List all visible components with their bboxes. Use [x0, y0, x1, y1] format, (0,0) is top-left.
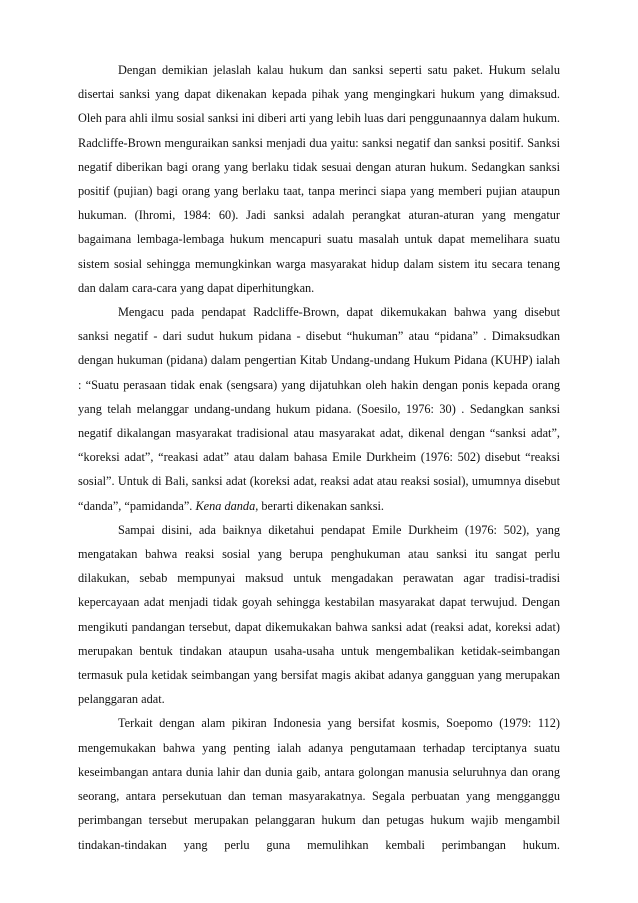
paragraph-2-text-end: , berarti dikenakan sanksi. [255, 498, 384, 513]
paragraph-3 [78, 518, 560, 712]
document-page [78, 58, 560, 857]
paragraph-1-text: Dengan demikian jelaslah kalau hukum dan sanksi seperti satu paket. Hukum selalu disertai sanksi yang dapat dikenakan kepada pihak yang mengingkari hukum yang dimaksud. Oleh para ahli ilmu sosial sanksi ini diberi arti yang lebih luas dari penggunaannya dalam hukum. Radcliffe-Brown menguraikan sanksi menjadi dua yaitu: sanksi negatif dan sanksi positif. Sanksi negatif diberikan bagi orang yang berlaku tidak sesuai dengan aturan hukum. Sedangkan sanksi positif (pujian) bagi orang yang berlaku taat, tanpa merinci siapa yang memberi pujian ataupun hukuman. (Ihromi, 1984: 60). Jadi sanksi adalah perangkat aturan-aturan yang mengatur bagaimana lembaga-lembaga hukum mencapuri suatu masalah untuk dapat memelihara suatu sistem sosial sehingga memungkinkan warga masyarakat hidup dalam sistem itu secara tenang dan dalam cara-cara yang dapat diperhitungkan. [78, 63, 560, 295]
paragraph-4-text: Terkait dengan alam pikiran Indonesia yang bersifat kosmis, Soepomo (1979: 112) mengemukakan bahwa yang penting ialah adanya pengutamaan terhadap terciptanya suatu keseimbangan antara dunia lahir dan dunia gaib, antara golongan manusia seluruhnya dan orang seorang, antara persekutuan dan teman masyarakatnya. Segala perbuatan yang mengganggu perimbangan tersebut merupakan pelanggaran hukum dan petugas hukum wajib mengambil tindakan-tindakan yang perlu guna memulihkan kembali perimbangan hukum. [78, 716, 560, 852]
paragraph-2-text: Mengacu pada pendapat Radcliffe-Brown, dapat dikemukakan bahwa yang disebut sanksi negatif - dari sudut hukum pidana - disebut “hukuman” atau “pidana” . Dimaksudkan dengan hukuman (pidana) dalam pengertian Kitab Undang-undang Hukum Pidana (KUHP) ialah : “Suatu perasaan tidak enak (sengsara) yang dijatuhkan oleh hakin dengan ponis kepada orang yang telah melanggar undang-undang hukum pidana. (Soesilo, 1976: 30) . Sedangkan sanksi negatif dikalangan masyarakat tradisional atau masyarakat adat, dikenal dengan “sanksi adat”, “koreksi adat”, “reakasi adat” atau dalam bahasa Emile Durkheim (1976: 502) disebut “reaksi sosial”. Untuk di Bali, sanksi adat (koreksi adat, reaksi adat atau reaksi sosial), umumnya disebut “danda”, “pamidanda”. [78, 305, 560, 513]
paragraph-4 [78, 711, 560, 856]
paragraph-3-text: Sampai disini, ada baiknya diketahui pendapat Emile Durkheim (1976: 502), yang mengatakan bahwa reaksi sosial yang berupa penghukuman atau sanksi itu sangat perlu dilakukan, sebab mempunyai maksud untuk mengadakan perawatan agar tradisi-tradisi kepercayaan adat menjadi tidak goyah sehingga kestabilan masyarakat dapat terwujud. Dengan mengikuti pandangan tersebut, dapat dikemukakan bahwa sanksi adat (reaksi adat, koreksi adat) merupakan bentuk tindakan ataupun usaha-usaha untuk mengembalikan ketidak-seimbangan termasuk pula ketidak seimbangan yang bersifat magis akibat adanya gangguan yang merupakan pelanggaran adat. [78, 522, 560, 707]
paragraph-2-italic-term: Kena danda [195, 498, 256, 513]
paragraph-2 [78, 300, 560, 518]
paragraph-1 [78, 58, 560, 300]
